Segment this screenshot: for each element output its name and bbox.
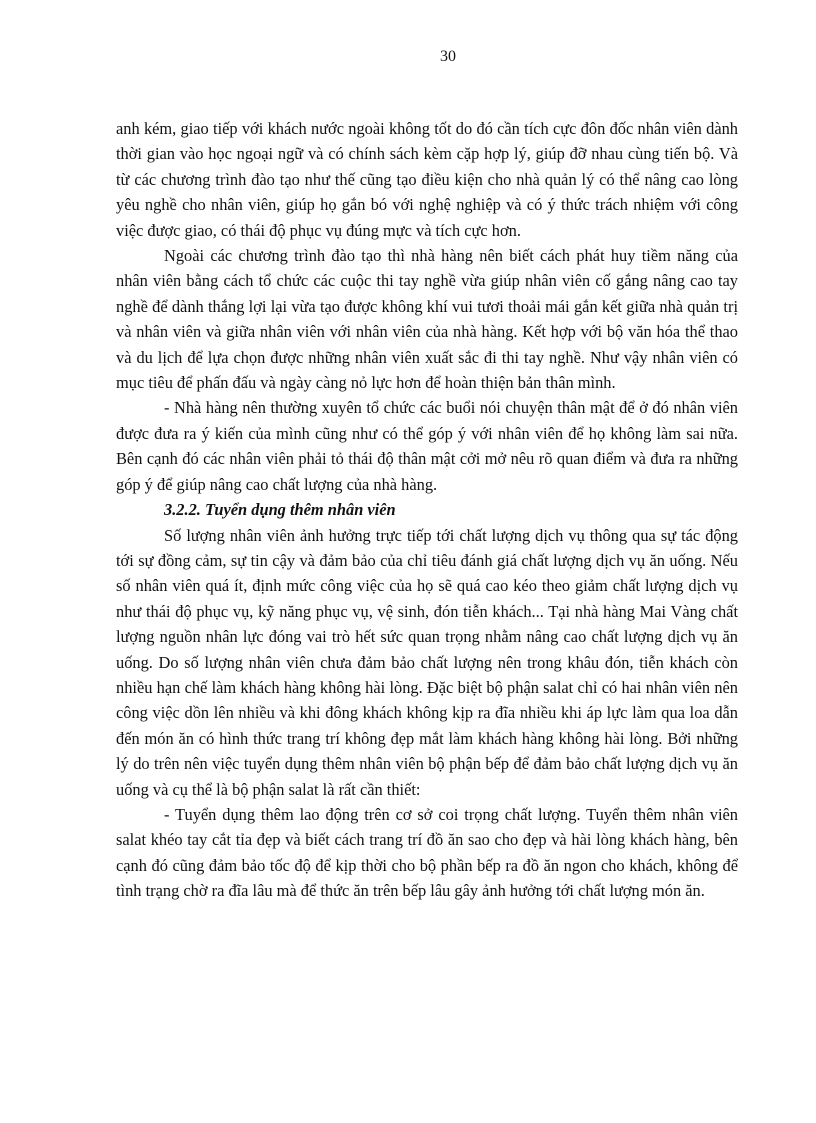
paragraph-5: - Tuyển dụng thêm lao động trên cơ sở coi trọng chất lượng. Tuyển thêm nhân viên salat khéo tay cắt tỉa đẹp và biết cách trang trí đồ ăn sao cho đẹp và hài lòng khách hàng, bên cạnh đó cũng đảm bảo tốc độ để kịp thời cho bộ phần bếp ra đồ ăn ngon cho khách, không để tình trạng chờ ra đĩa lâu mà để thức ăn trên bếp lâu gây ảnh hưởng tới chất lượng món ăn. — [116, 804, 738, 901]
paragraph-2: Ngoài các chương trình đào tạo thì nhà hàng nên biết cách phát huy tiềm năng của nhân viên bằng cách tổ chức các cuộc thi tay nghề vừa giúp nhân viên cố gắng nâng cao tay nghề để dành thắng lợi lại vừa tạo được không khí vui tươi thoải mái gắn kết giữa nhà quản trị và nhân viên và giữa nhân viên với nhân viên của nhà hàng. Kết hợp với bộ văn hóa thể thao và du lịch để lựa chọn được những nhân viên xuất sắc đi thi tay nghề. Như vậy nhân viên có mục tiêu để phấn đấu và ngày càng nỏ lực hơn để hoàn thiện bản thân mình. — [116, 246, 738, 393]
paragraph-1: anh kém, giao tiếp với khách nước ngoài không tốt do đó cần tích cực đôn đốc nhân viên dành thời gian vào học ngoại ngữ và có chính sách kèm cặp hợp lý, giúp đỡ nhau cùng tiến bộ. Và từ các chương trình đào tạo như thế cũng tạo điều kiện cho nhà quản lý có thể nâng cao lòng yêu nghề cho nhân viên, giúp họ gắn bó với nghệ nghiệp và có ý thức trách nhiệm với công việc được giao, có thái độ phục vụ đúng mực và tích cực hơn. — [116, 119, 738, 240]
paragraph-3: - Nhà hàng nên thường xuyên tổ chức các buổi nói chuyện thân mật để ở đó nhân viên được đưa ra ý kiến của mình cũng như có thể góp ý với nhân viên để họ không làm sai nữa. Bên cạnh đó các nhân viên phải tỏ thái độ thân mật cởi mở nêu rõ quan điểm và đưa ra những góp ý để giúp nâng cao chất lượng của nhà hàng. — [116, 398, 738, 494]
paragraph-4: Số lượng nhân viên ảnh hưởng trực tiếp tới chất lượng dịch vụ thông qua sự tác động tới sự đồng cảm, sự tin cậy và đảm bảo của chỉ tiêu đánh giá chất lượng dịch vụ ăn uống. Nếu số nhân viên quá ít, định mức công việc của họ sẽ quá cao kéo theo giảm chất lượng dịch vụ như thái độ phục vụ, kỹ năng phục vụ, vệ sinh, đón tiễn khách... Tại nhà hàng Mai Vàng chất lượng nguồn nhân lực đóng vai trò hết sức quan trọng nhằm nâng cao chất lượng dịch vụ ăn uống. Do số lượng nhân viên chưa đảm bảo chất lượng nên trong khâu đón, tiễn khách còn nhiều hạn chế làm khách hàng không hài lòng. Đặc biệt bộ phận salat chỉ có hai nhân viên nên công việc dồn lên nhiều và khi đông khách không kịp ra đĩa nhiều khi áp lực làm qua loa dẫn đến món ăn có hình thức trang trí không đẹp mắt làm khách hàng không hài lòng. Bởi những lý do trên nên việc tuyển dụng thêm nhân viên bộ phận bếp để đảm bảo chất lượng dịch vụ ăn uống và cụ thể là bộ phận salat là rất cần thiết: — [116, 525, 738, 799]
section-heading: 3.2.2. Tuyển dụng thêm nhân viên — [164, 500, 396, 520]
document-body — [116, 116, 738, 904]
page-number: 30 — [440, 48, 456, 65]
